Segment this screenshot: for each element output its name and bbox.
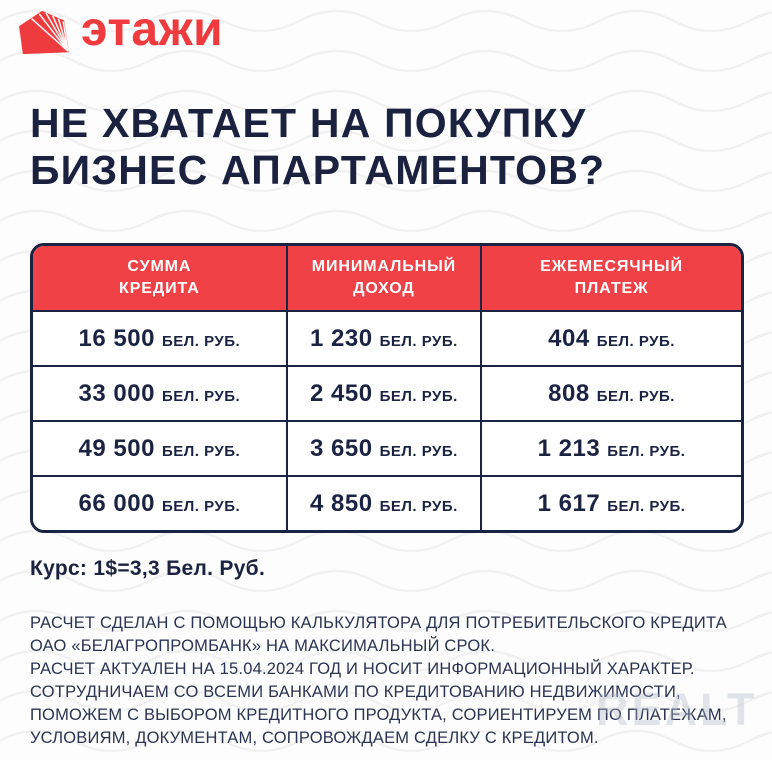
credit-table-header-row bbox=[33, 246, 741, 310]
table-cell-min-income bbox=[286, 477, 480, 530]
table-cell-min-income bbox=[286, 312, 480, 365]
page-title bbox=[30, 100, 750, 194]
exchange-rate-note: Курс: 1$=3,3 Бел. Руб. bbox=[30, 557, 266, 580]
cell-amount: 66 000 bbox=[78, 489, 155, 517]
table-cell-credit-sum bbox=[33, 367, 286, 420]
table-row bbox=[33, 365, 741, 420]
table-cell-credit-sum bbox=[33, 477, 286, 530]
page-title-line-1: НЕ ХВАТАЕТ НА ПОКУПКУ bbox=[30, 100, 587, 146]
disclaimer-line: ПОМОЖЕМ С ВЫБОРОМ КРЕДИТНОГО ПРОДУКТА, СОРИЕНТИРУЕМ ПО ПЛАТЕЖАМ, bbox=[30, 706, 727, 724]
etazhi-house-icon bbox=[16, 9, 72, 57]
table-cell-min-income bbox=[286, 422, 480, 475]
disclaimer-line: РАСЧЕТ АКТУАЛЕН НА 15.04.2024 ГОД И НОСИТ ИНФОРМАЦИОННЫЙ ХАРАКТЕР. bbox=[30, 660, 695, 678]
cell-amount: 4 850 bbox=[310, 489, 373, 517]
cell-unit: БЕЛ. РУБ. bbox=[161, 332, 241, 350]
cell-amount: 1 617 bbox=[537, 489, 601, 517]
table-cell-monthly-payment bbox=[480, 422, 741, 475]
cell-amount: 1 230 bbox=[310, 324, 373, 352]
column-header-line: КРЕДИТА bbox=[119, 280, 200, 297]
table-cell-monthly-payment bbox=[480, 477, 741, 530]
brand-logo bbox=[16, 3, 224, 57]
cell-unit: БЕЛ. РУБ. bbox=[161, 387, 241, 405]
cell-unit: БЕЛ. РУБ. bbox=[379, 497, 458, 515]
disclaimer-line: ОАО «БЕЛАГРОПРОМБАНК» НА МАКСИМАЛЬНЫЙ СРОК. bbox=[30, 637, 496, 655]
cell-unit: БЕЛ. РУБ. bbox=[596, 332, 675, 350]
column-header-credit-sum bbox=[33, 246, 286, 310]
cell-amount: 2 450 bbox=[310, 379, 373, 407]
page-title-line-2: БИЗНЕС АПАРТАМЕНТОВ? bbox=[30, 147, 606, 193]
disclaimer-text bbox=[30, 612, 746, 750]
column-header-line: МИНИМАЛЬНЫЙ bbox=[311, 258, 457, 275]
column-header-line: ДОХОД bbox=[353, 280, 415, 297]
cell-unit: БЕЛ. РУБ. bbox=[596, 387, 675, 405]
table-row bbox=[33, 475, 741, 530]
cell-amount: 16 500 bbox=[78, 324, 155, 352]
cell-unit: БЕЛ. РУБ. bbox=[607, 442, 686, 460]
table-cell-min-income bbox=[286, 367, 480, 420]
realt-watermark: REALT bbox=[596, 684, 758, 735]
disclaimer-line: РАСЧЕТ СДЕЛАН С ПОМОЩЬЮ КАЛЬКУЛЯТОРА ДЛЯ ПОТРЕБИТЕЛЬСКОГО КРЕДИТА bbox=[30, 614, 727, 632]
cell-unit: БЕЛ. РУБ. bbox=[161, 497, 241, 515]
cell-amount: 1 213 bbox=[537, 434, 601, 462]
cell-amount: 404 bbox=[548, 324, 590, 352]
table-cell-credit-sum bbox=[33, 422, 286, 475]
cell-amount: 3 650 bbox=[310, 434, 373, 462]
cell-unit: БЕЛ. РУБ. bbox=[607, 497, 686, 515]
column-header-line: СУММА bbox=[127, 258, 192, 275]
cell-amount: 808 bbox=[548, 379, 590, 407]
credit-table bbox=[30, 243, 744, 533]
column-header-min-income bbox=[286, 246, 480, 310]
column-header-monthly-payment bbox=[480, 246, 741, 310]
cell-amount: 49 500 bbox=[78, 434, 155, 462]
cell-unit: БЕЛ. РУБ. bbox=[379, 387, 458, 405]
table-cell-credit-sum bbox=[33, 312, 286, 365]
cell-amount: 33 000 bbox=[78, 379, 155, 407]
cell-unit: БЕЛ. РУБ. bbox=[379, 332, 458, 350]
cell-unit: БЕЛ. РУБ. bbox=[161, 442, 241, 460]
cell-unit: БЕЛ. РУБ. bbox=[379, 442, 458, 460]
table-row bbox=[33, 420, 741, 475]
column-header-line: ЕЖЕМЕСЯЧНЫЙ bbox=[540, 258, 683, 275]
table-cell-monthly-payment bbox=[480, 367, 741, 420]
table-row bbox=[33, 310, 741, 365]
column-header-line: ПЛАТЕЖ bbox=[574, 280, 649, 297]
etazhi-logo-text: этажи bbox=[81, 3, 224, 56]
disclaimer-line: СОТРУДНИЧАЕМ СО ВСЕМИ БАНКАМИ ПО КРЕДИТОВАНИЮ НЕДВИЖИМОСТИ, bbox=[30, 683, 681, 701]
table-cell-monthly-payment bbox=[480, 312, 741, 365]
disclaimer-line: УСЛОВИЯМ, ДОКУМЕНТАМ, СОПРОВОЖДАЕМ СДЕЛКУ С КРЕДИТОМ. bbox=[30, 729, 599, 747]
